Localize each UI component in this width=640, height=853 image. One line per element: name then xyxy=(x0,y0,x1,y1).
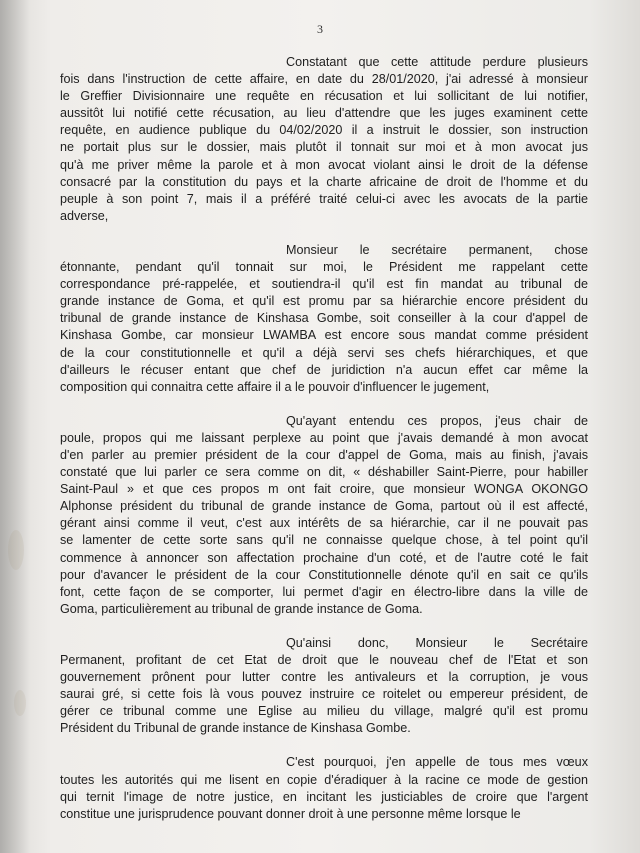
paragraph-line: gérer ce tribunal comme une Eglise au milieu du village, malgré qu'il est promu xyxy=(60,704,588,719)
paragraph xyxy=(60,242,588,396)
paragraph-line: tribunal de grande instance de Kinshasa Gombe, soit conseiller à la cour d'appel de xyxy=(60,311,588,326)
paragraph-first-line: C'est pourquoi, j'en appelle de tous mes vœux xyxy=(286,755,588,770)
paragraph-line: se lamenter de cette sorte sans qu'il ne connaisse quelque chose, à tel point qu'il xyxy=(60,533,588,548)
paragraph-first-line: Qu'ainsi donc, Monsieur le Secrétaire xyxy=(286,635,588,650)
paragraph-line: gérant ainsi comme il veut, c'est aux intérêts de sa hiérarchie, car il ne pouvait pas xyxy=(60,516,588,531)
paragraph-first-line: Monsieur le secrétaire permanent, chose xyxy=(286,242,588,257)
paragraph-line: Kinshasa Gombe, car monsieur LWAMBA est encore sous mandat comme président xyxy=(60,328,588,343)
paragraph-first-line: Constatant que cette attitude perdure plusieurs xyxy=(286,55,588,69)
paragraph-line: requête, en audience publique du 04/02/2020 il a instruit le dossier, son instruction xyxy=(60,123,588,138)
paragraph xyxy=(60,635,588,738)
paragraph-line: Permanent, profitant de cet Etat de droit que le nouveau chef de l'Etat et son xyxy=(60,653,588,667)
paragraph xyxy=(60,413,588,618)
paragraph-line: qu'à me priver même la parole et à mon avocat violant ainsi le droit de la défense xyxy=(60,157,588,172)
paper-stain xyxy=(14,690,26,716)
paragraph-line: composition qui connaitra cette affaire il a le pouvoir d'influencer le jugement, xyxy=(60,379,490,394)
paragraph-line: ne portait plus sur le dossier, mais plutôt il tonnait sur moi et à mon avocat jus xyxy=(60,140,588,155)
paragraph-line: gouvernement prônent pour lutter contre les antivaleurs et la corruption, je vous xyxy=(60,670,588,685)
paragraph-line: pour d'avancer le président de la cour Constitutionnelle dénote qu'il en sait ce qu'ils xyxy=(60,567,588,582)
paragraph-line: d'en parler au premier président de la cour d'appel de Goma, mais au finish, j'avais xyxy=(60,447,588,462)
paragraph-line: peuple à son point 7, mais il a préféré traité celui-ci avec les avocats de la partie xyxy=(60,191,588,206)
paragraph-line: grande instance de Goma, et qu'il est promu par sa hiérarchie encore président du xyxy=(60,294,588,309)
paragraph-line: saurai gré, si cette fois là vous pouvez instruire ce roitelet ou empereur président, de xyxy=(60,687,588,702)
paragraph-line: Alphonse président du tribunal de grande instance de Goma, partout où il est affecté, xyxy=(60,499,588,514)
paragraph-first-line: Qu'ayant entendu ces propos, j'eus chair de xyxy=(286,413,588,428)
paragraph-line: commence à annoncer son affectation prochaine d'un coté, et de l'autre coté le fait xyxy=(60,550,588,565)
paragraph-line: consacré par la constitution du pays et la charte africaine de droit de l'homme et du xyxy=(60,174,588,189)
page-edge-shadow xyxy=(0,0,30,853)
paragraph-line: font, cette façon de se comporter, lui permet d'agir en électro-libre dans la ville de xyxy=(60,584,588,599)
paragraph-line: constitue une jurisprudence pouvant donner droit à une personne même lorsque le xyxy=(60,806,521,821)
paragraph-line: Goma, particulièrement au tribunal de grande instance de Goma. xyxy=(60,601,423,616)
paragraph-line: aussitôt lui notifié cette récusation, au lieu d'attendre que les juges examinent cette xyxy=(60,106,588,121)
paragraph-line: adverse, xyxy=(60,208,109,223)
paper-stain xyxy=(8,530,24,570)
paragraph-line: étonnante, pendant qu'il tonnait sur moi, le Président me rappelant cette xyxy=(60,260,588,275)
paragraph-line: Président du Tribunal de grande instance de Kinshasa Gombe. xyxy=(60,721,411,736)
paragraph-line: le Greffier Divisionnaire une requête en récusation et lui sollicitant de lui notifier, xyxy=(60,89,588,104)
paragraph-line: toutes les autorités qui me lisent en copie d'éradiquer à la racine ce mode de gestion xyxy=(60,772,588,787)
paragraph-line: de la cour constitutionnelle et qu'il a déjà servi ses chefs hiérarchiques, et que xyxy=(60,345,588,360)
paragraph xyxy=(60,754,588,822)
paragraph-line: Saint-Paul » et que ces propos m ont fait croire, que monsieur WONGA OKONGO xyxy=(60,482,588,497)
paragraph-line: constaté que lui parler ce sera comme on dit, « déshabiller Saint-Pierre, pour habiller xyxy=(60,465,588,480)
paragraph-line: qui ternit l'image de notre justice, en incitant les justiciables de croire que l'argent xyxy=(60,789,588,804)
paragraph-line: fois dans l'instruction de cette affaire, en date du 28/01/2020, j'ai adressé à monsieur xyxy=(60,72,588,87)
document-body xyxy=(60,54,588,823)
paragraph-line: correspondance pré-rappelée, et soutiendra-il qu'il est fin mandat au tribunal de xyxy=(60,277,588,292)
paragraph-line: poule, propos qui me laissant perplexe au point que j'avais demandé à mon avocat xyxy=(60,430,588,445)
paragraph-line: d'ailleurs le récuser entant que chef de juridiction n'a aucun effet car même la xyxy=(60,362,588,377)
page-number: 3 xyxy=(317,22,323,36)
paragraph xyxy=(60,54,588,225)
